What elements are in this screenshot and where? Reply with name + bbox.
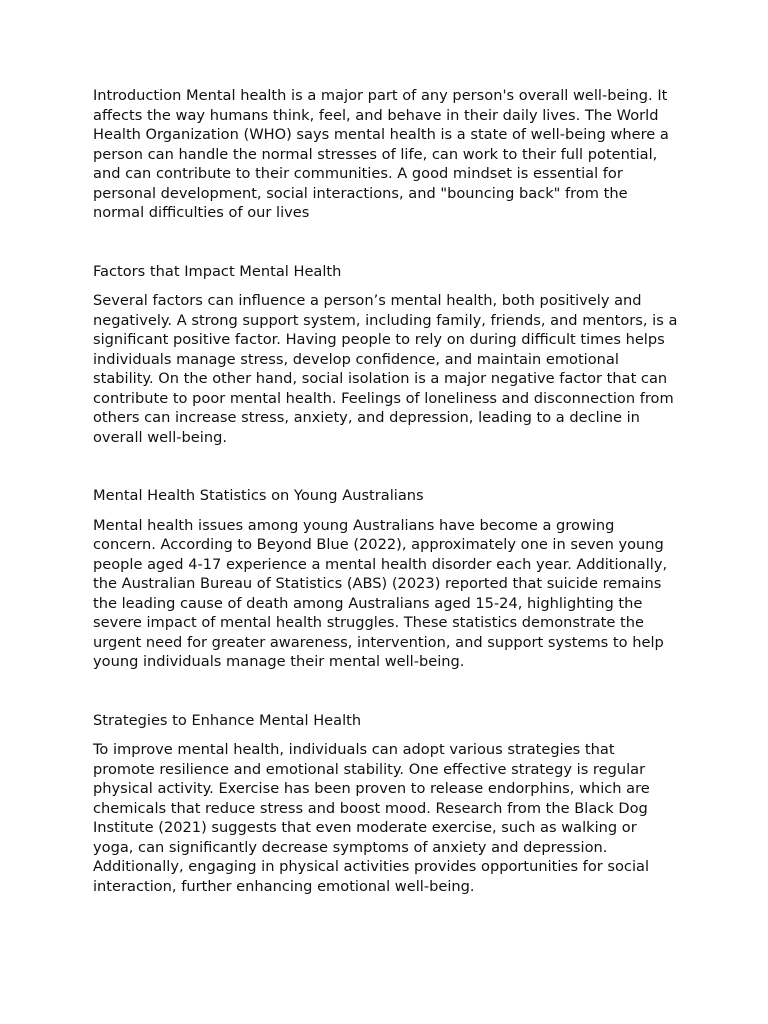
document-page: [93, 86, 678, 896]
section-heading: Strategies to Enhance Mental Health: [93, 711, 362, 729]
section-heading: Factors that Impact Mental Health: [93, 262, 342, 280]
section-paragraph: Several factors can influence a person’s mental health, both positively and negatively. A strong support system, including family, friends, and mentors, is a significant positive factor. Having people to rely on during difficult times helps individuals manage stress, develop confidence, and maintain emotional stability. On the other hand, social isolation is a major negative factor that can contribute to poor mental health. Feelings of loneliness and disconnection from others can increase stress, anxiety, and depression, leading to a decline in overall well-being.: [93, 292, 678, 446]
section-heading: Mental Health Statistics on Young Australians: [93, 487, 424, 504]
intro-paragraph: Introduction Mental health is a major part of any person's overall well-being. It affects the way humans think, feel, and behave in their daily lives. The World Health Organization (WHO) says mental health is a state of well-being where a person can handle the normal stresses of life, can work to their full potential, and can contribute to their communities. A good mindset is essential for personal development, social interactions, and "bouncing back" from the normal difficulties of our lives: [93, 87, 669, 221]
section-statistics: [93, 486, 678, 672]
section-paragraph: To improve mental health, individuals can adopt various strategies that promote resilience and emotional stability. One effective strategy is regular physical activity. Exercise has been proven to release endorphins, which are chemicals that reduce stress and boost mood. Research from the Black Dog Institute (2021) suggests that even moderate exercise, such as walking or yoga, can significantly decrease symptoms of anxiety and depression. Additionally, engaging in physical activities provides opportunities for social interaction, further enhancing emotional well-being.: [93, 741, 650, 895]
section-factors: [93, 262, 678, 448]
section-strategies: [93, 711, 678, 897]
section-paragraph: Mental health issues among young Australians have become a growing concern. According to Beyond Blue (2022), approximately one in seven young people aged 4-17 experience a mental health disorder each year. Additionally, the Australian Bureau of Statistics (ABS) (2023) reported that suicide remains the leading cause of death among Australians aged 15-24, highlighting the severe impact of mental health struggles. These statistics demonstrate the urgent need for greater awareness, intervention, and support systems to help young individuals manage their mental well-being.: [93, 516, 668, 670]
